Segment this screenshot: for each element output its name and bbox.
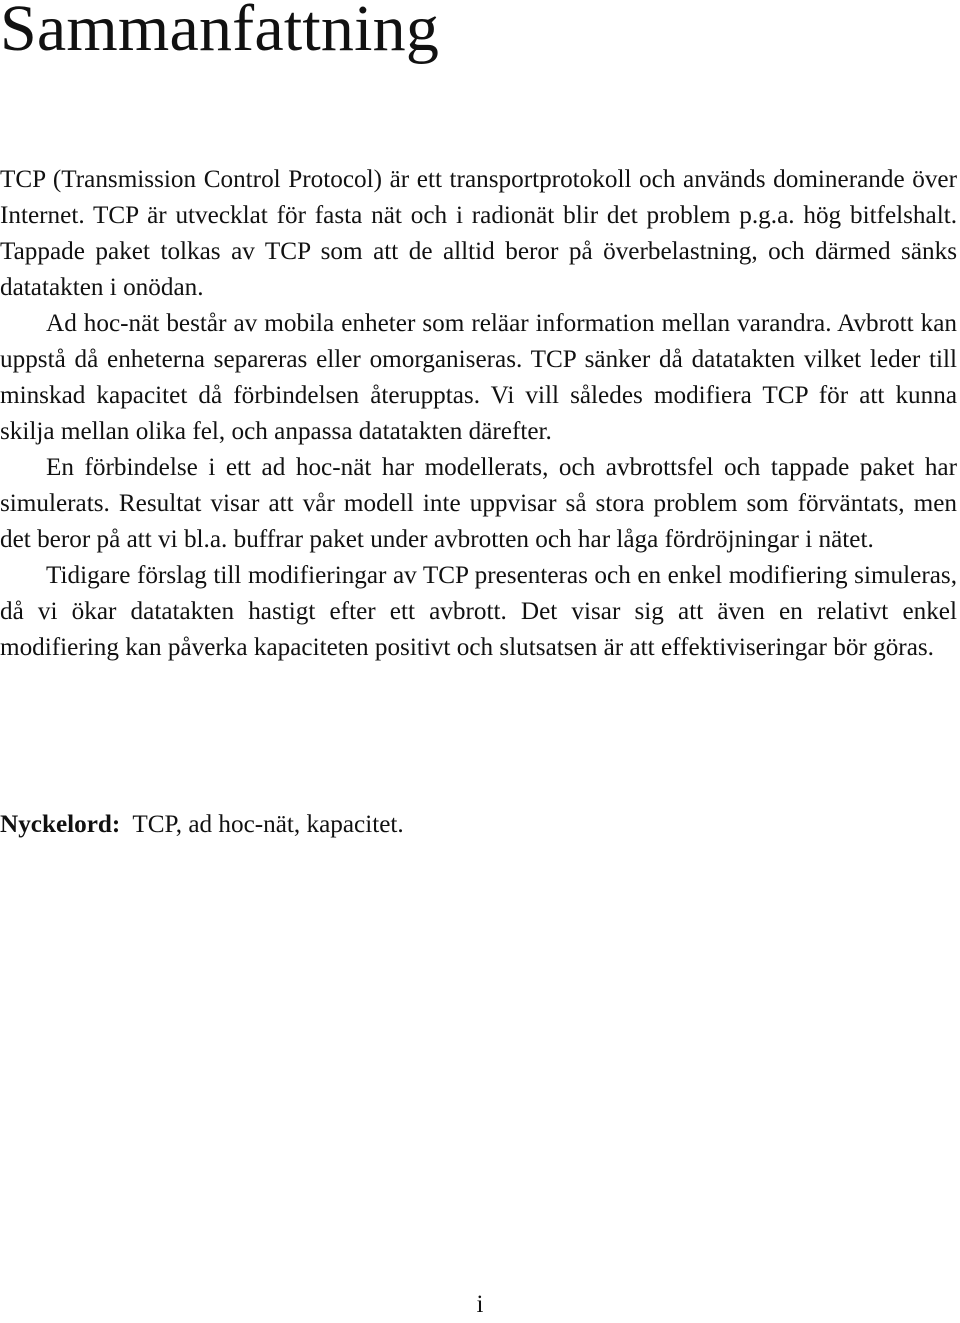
page-title: Sammanfattning bbox=[0, 0, 440, 65]
keywords-label: Nyckelord: bbox=[0, 811, 121, 838]
paragraph-3: En förbindelse i ett ad hoc-nät har modellerats, och avbrottsfel och tappade paket har simulerats. Resultat visar att vår modell inte uppvisar så stora problem som förväntats, men det beror på att vi bl.a. buffrar paket under avbrotten och har låga fördröjningar i nätet. bbox=[0, 454, 957, 553]
paragraph-1: TCP (Transmission Control Protocol) är ett transportprotokoll och används dominerande över Internet. TCP är utvecklat för fasta nät och i radionät blir det problem p.g.a. hög bitfelshalt. Tappade paket tolkas av TCP som att de alltid beror på överbelastning, och därmed sänks datatakten i onödan. bbox=[0, 166, 957, 301]
paragraph-4: Tidigare förslag till modifieringar av TCP presenteras och en enkel modifiering simuleras, då vi ökar datatakten hastigt efter ett avbrott. Det visar sig att även en relativt enkel modifiering kan påverka kapaciteten positivt och slutsatsen är att effektiviseringar bör göras. bbox=[0, 562, 957, 661]
abstract-body bbox=[0, 162, 957, 666]
paragraph-2: Ad hoc-nät består av mobila enheter som reläar information mellan varandra. Avbrott kan uppstå då enheterna separeras eller omorganiseras. TCP sänker då datatakten vilket leder till minskad kapacitet då förbindelsen återupptas. Vi vill således modifiera TCP för att kunna skilja mellan olika fel, och anpassa datatakten därefter. bbox=[0, 310, 957, 445]
keywords-line bbox=[0, 807, 404, 843]
page-number: i bbox=[476, 1291, 484, 1318]
keywords-value: TCP, ad hoc-nät, kapacitet. bbox=[132, 811, 404, 838]
